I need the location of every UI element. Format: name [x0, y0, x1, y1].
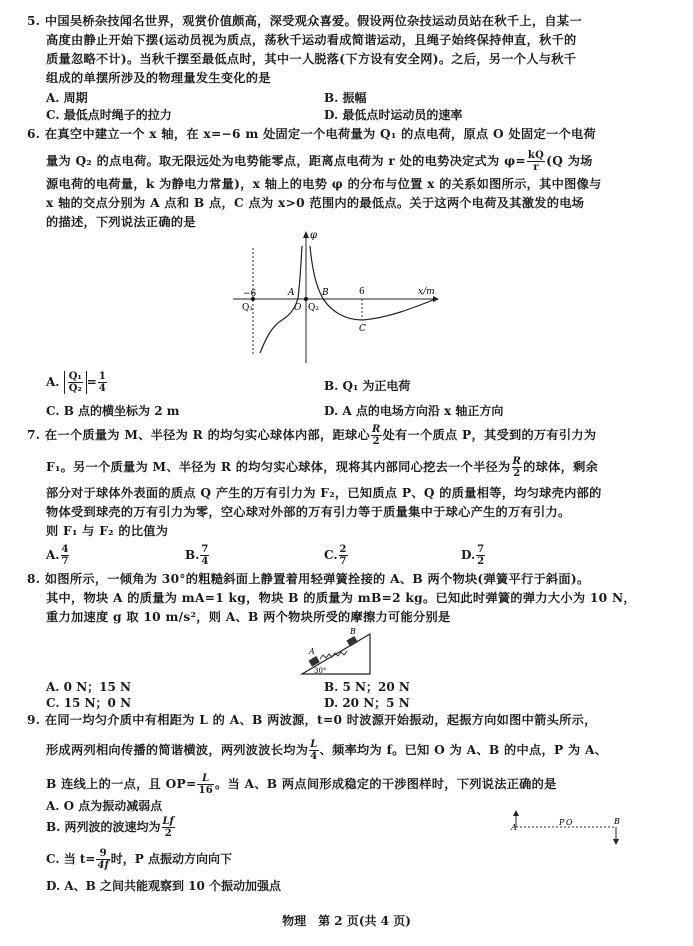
q9-option-c — [46, 848, 232, 871]
question-7 — [27, 420, 662, 541]
arrow-down-icon — [613, 839, 619, 845]
q7-line-5: 则 F₁ 与 F₂ 的比值为 — [46, 524, 169, 538]
label-point-o: O — [566, 818, 573, 827]
angle-label: 30° — [314, 667, 327, 675]
potential-graph — [228, 228, 448, 368]
fraction-denominator: 7 — [61, 556, 69, 567]
q2-point — [304, 297, 308, 301]
q9-line-1: 9. 在同一均匀介质中有相距为 L 的 A、B 两波源，t=0 时波源开始振动，起振方向如图中箭头所示， — [27, 713, 597, 727]
fraction-denominator: 2 — [477, 556, 485, 567]
q7-option-c — [324, 544, 349, 567]
option-prefix: D. — [461, 548, 476, 562]
fraction-numerator: 7 — [477, 544, 485, 555]
q6-line-2 — [32, 147, 662, 175]
value-numerator: 1 — [98, 371, 106, 382]
equals: = — [86, 375, 97, 389]
wavelength-fraction — [309, 739, 318, 762]
q6-line-3: 源电荷的电荷量，k 为静电力常量)，x 轴上的电势 φ 的分布与位置 x 的关系如图所示，其中图像与 — [46, 177, 602, 191]
q5-line-3: 质量忽略不计)。当秋千摆至最低点时，其中一人脱落(下方设有安全网)。之后，另一个人与秋千 — [46, 52, 577, 66]
fraction-numerator: R — [512, 456, 522, 467]
option-b-text: B. 两列波的波速均为 — [46, 820, 161, 834]
fraction-numerator: 2 — [339, 544, 347, 555]
q8-line-1: 8. 如图所示，一倾角为 30°的粗糙斜面上静置着用轻弹簧拴接的 A、B 两个物块(弹簧平行于斜面)。 — [27, 572, 590, 586]
arrow-up-icon — [513, 810, 519, 816]
fraction-denominator: 16 — [198, 785, 214, 796]
q8-line-2: 其中，物块 A 的质量为 mA=1 kg，物块 B 的质量为 mB=2 kg。已知此时弹簧的弹力大小为 10 N， — [46, 591, 636, 605]
option-prefix: C. — [324, 548, 338, 562]
value-denominator: 4 — [98, 383, 106, 394]
fraction-denominator: 4 — [201, 556, 209, 567]
page-footer: 物理 第 2 页(共 4 页) — [282, 914, 411, 928]
q7-line-1-post: 处有一个质点 P，其受到的万有引力为 — [382, 428, 597, 442]
q7-line-4: 物体受到球壳的万有引力为零，空心球对外部的万有引力等于质量集中于球心产生的万有引力。 — [46, 505, 571, 519]
fraction-denominator: 4f — [97, 860, 109, 871]
label-block-a: A — [309, 647, 315, 656]
option-fraction — [200, 544, 209, 567]
option-c-pre: C. 当 t= — [46, 852, 96, 866]
q8-option-d: D. 20 N；5 N — [324, 696, 410, 710]
label-source-a: A — [511, 823, 517, 832]
label-6: 6 — [359, 287, 365, 297]
q8-option-a: A. 0 N；15 N — [46, 680, 132, 694]
label-phi: φ — [310, 230, 318, 241]
q6-line-5: 的描述，下列说法正确的是 — [46, 215, 196, 229]
q7-option-d — [461, 544, 486, 567]
op-fraction — [197, 773, 214, 796]
option-prefix: B. — [185, 548, 200, 562]
fraction-denominator: 2 — [372, 436, 380, 447]
label-q1: Q₁ — [242, 303, 253, 313]
q9-line-2-pre: 形成两列相向传播的简谐横波，两列波波长均为 — [46, 743, 309, 757]
q8-line-3: 重力加速度 g 取 10 m/s²，则 A、B 两个物块所受的摩擦力可能分别是 — [46, 610, 451, 624]
q5-option-c: C. 最低点时绳子的拉力 — [46, 108, 172, 122]
option-fraction — [61, 544, 70, 567]
option-fraction — [339, 544, 348, 567]
label-c: C — [359, 324, 366, 334]
fraction-numerator: L — [310, 739, 318, 750]
ratio-denominator: Q₂ — [68, 383, 82, 394]
charge-ratio — [68, 371, 83, 394]
ratio-value — [98, 371, 107, 394]
q5-option-b: B. 振幅 — [324, 91, 367, 105]
q7-line-2 — [32, 450, 662, 484]
q6-line-1: 6. 在真空中建立一个 x 轴，在 x=−6 m 处固定一个电荷量为 Q₁ 的点电荷，原点 O 处固定一个电荷 — [27, 127, 596, 141]
q7-line-1 — [27, 420, 662, 450]
fraction-numerator: 7 — [201, 544, 209, 555]
q6-line-4: x 轴的交点分别为 A 点和 B 点，C 点为 x>0 范围内的最低点。关于这两个电荷及其激发的电场 — [46, 196, 585, 210]
q6-option-a — [46, 371, 108, 394]
q7-fraction-1 — [371, 424, 382, 447]
question-9 — [27, 711, 662, 801]
q5-line-1: 5. 中国吴桥杂技闻名世界，观赏价值颇高，深受观众喜爱。假设两位杂技运动员站在秋千上，自某一 — [27, 14, 582, 28]
incline-figure — [300, 622, 376, 678]
fraction-denominator: 2 — [513, 468, 521, 479]
fraction-denominator: 4 — [310, 751, 318, 762]
ratio-numerator: Q₁ — [68, 371, 82, 382]
q6-option-b: B. Q₁ 为正电荷 — [324, 379, 411, 393]
q9-option-b — [46, 816, 176, 839]
spring — [320, 651, 347, 659]
label-point-p: P — [559, 818, 565, 827]
fraction-numerator: Lf — [162, 816, 174, 827]
q5-option-d: D. 最低点时运动员的速率 — [324, 108, 463, 122]
question-5 — [27, 12, 662, 88]
speed-fraction — [162, 816, 175, 839]
q9-line-3-post: 。当 A、B 两点间形成稳定的干涉图样时，下列说法正确的是 — [215, 777, 557, 791]
q9-line-2 — [32, 733, 662, 767]
option-prefix: A. — [46, 548, 60, 562]
fraction-numerator: L — [197, 773, 214, 785]
q7-fraction-2 — [512, 456, 523, 479]
q6-line-2-post: (Q 为场 — [546, 154, 593, 168]
q5-option-a: A. 周期 — [46, 91, 88, 105]
q5-line-2: 高度由静止开始下摆(运动员视为质点，荡秋千运动看成简谐运动，且绳子始终保持伸直，秋千的 — [46, 33, 577, 47]
q5-line-4: 组成的单摆所涉及的物理量发生变化的是 — [46, 71, 271, 85]
question-6 — [27, 125, 662, 232]
q9-line-3-pre: B 连线上的一点，且 OP= — [46, 777, 197, 791]
fraction-numerator: 9 — [96, 848, 109, 860]
formula-denominator: r — [533, 162, 539, 173]
option-c-post: 时，P 点振动方向向下 — [110, 852, 232, 866]
label-b: B — [322, 288, 329, 298]
label-q2: Q₂ — [308, 303, 319, 313]
label-xm: x/m — [418, 287, 435, 297]
fraction-numerator: 4 — [61, 544, 69, 555]
question-8 — [27, 570, 662, 627]
q9-option-a: A. O 点为振动减弱点 — [46, 799, 163, 813]
option-prefix: A. — [46, 375, 60, 389]
formula-numerator: kQ — [527, 150, 545, 161]
label-source-b: B — [614, 817, 620, 826]
q8-option-b: B. 5 N；20 N — [324, 680, 410, 694]
q6-line-2-pre: 量为 Q₂ 的点电荷。取无限远处为电势能零点，距离点电荷为 r 处的电势决定式为 φ= — [46, 154, 526, 168]
q7-line-2-post: 的球体，剩余 — [523, 460, 599, 474]
q8-option-c: C. 15 N；0 N — [46, 696, 132, 710]
q7-line-1-pre: 7. 在一个质量为 M、半径为 R 的均匀实心球体内部，距球心 — [27, 428, 370, 442]
q7-option-a — [46, 544, 70, 567]
block-b — [347, 636, 358, 647]
option-fraction — [476, 544, 485, 567]
y-axis-arrow — [303, 231, 309, 238]
q9-line-2-post: 、频率均为 f。已知 O 为 A、B 的中点，P 为 A、 — [319, 743, 608, 757]
fraction-denominator: 2 — [164, 828, 172, 839]
fraction-numerator: R — [371, 424, 381, 435]
label-block-b: B — [350, 627, 356, 636]
time-fraction — [96, 848, 109, 871]
label-a: A — [288, 288, 295, 298]
fraction-denominator: 7 — [339, 556, 347, 567]
wave-sources-figure — [508, 810, 628, 850]
q7-option-b — [185, 544, 210, 567]
potential-formula — [527, 150, 545, 173]
q7-line-3: 部分对于球体外表面的质点 Q 产生的万有引力为 F₂，已知质点 P、Q 的质量相等，均匀球壳内部的 — [46, 486, 602, 500]
q9-line-3 — [32, 767, 662, 801]
q9-option-d: D. A、B 之间共能观察到 10 个振动加强点 — [46, 879, 282, 893]
q6-option-c: C. B 点的横坐标为 2 m — [46, 404, 180, 418]
q6-option-d: D. A 点的电场方向沿 x 轴正方向 — [324, 404, 504, 418]
right-potential-curve — [310, 246, 433, 320]
label-neg6: −6 — [243, 289, 257, 299]
label-o: O — [294, 303, 302, 313]
q7-line-2-pre: F₁。另一个质量为 M、半径为 R 的均匀实心球体，现将其内部同心挖去一个半径为 — [46, 460, 511, 474]
